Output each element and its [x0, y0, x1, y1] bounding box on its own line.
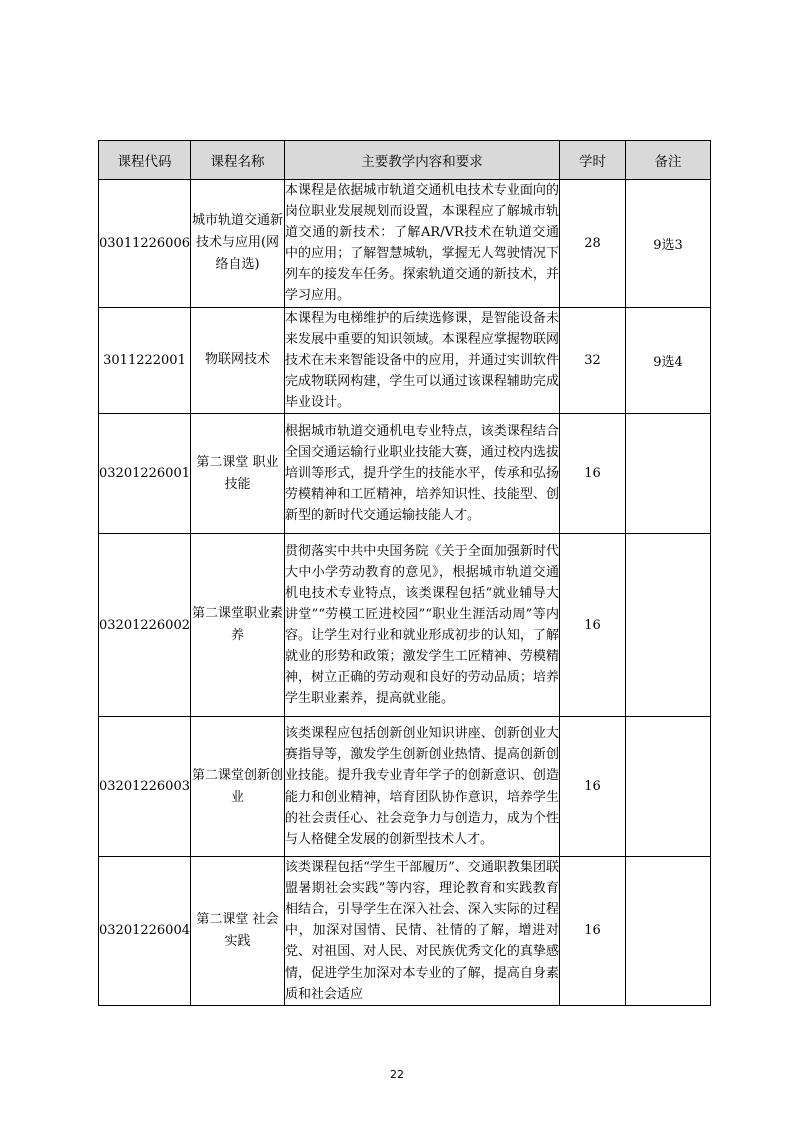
table-row — [99, 534, 711, 717]
course-notes — [626, 414, 711, 534]
header-notes: 备注 — [626, 141, 711, 180]
course-hours: 28 — [560, 180, 626, 308]
course-hours: 32 — [560, 307, 626, 413]
course-notes: 9选4 — [626, 307, 711, 413]
table-row — [99, 414, 711, 534]
table-row — [99, 717, 711, 857]
course-name: 物联网技术 — [191, 307, 285, 413]
course-content: 该类课程包括“学生干部履历”、交通职教集团联盟暑期社会实践”等内容，理论教育和实践教育相结合，引导学生在深入社会、深入实际的过程中，加深对国情、民情、社情的了解，增进对党、对祖国、对人民、对民族优秀文化的真挚感情，促进学生加深对本专业的了解，提高自身素质和社会适应 — [285, 857, 560, 1006]
course-notes — [626, 717, 711, 857]
course-hours: 16 — [560, 857, 626, 1006]
course-content: 根据城市轨道交通机电专业特点，该类课程结合全国交通运输行业职业技能大赛，通过校内选拔培训等形式，提升学生的技能水平，传承和弘扬劳模精神和工匠精神，培养知识性、技能型、创新型的新时代交通运输技能人才。 — [285, 414, 560, 534]
course-content: 本课程为电梯维护的后续选修课，是智能设备未来发展中重要的知识领域。本课程应掌握物联网技术在未来智能设备中的应用，并通过实训软件完成物联网构建，学生可以通过该课程辅助完成毕业设计。 — [285, 307, 560, 413]
table-row — [99, 180, 711, 308]
course-name: 城市轨道交通新技术与应用(网络自选) — [191, 180, 285, 308]
course-hours: 16 — [560, 414, 626, 534]
course-content: 贯彻落实中共中央国务院《关于全面加强新时代大中小学劳动教育的意见》，根据城市轨道交通机电技术专业特点，该类课程包括“就业辅导大讲堂”“劳模工匠进校园”“职业生涯活动周”等内容。让学生对行业和就业形成初步的认知，了解就业的形势和政策；激发学生工匠精神、劳模精神，树立正确的劳动观和良好的劳动品质；培养学生职业素养，提高就业能。 — [285, 534, 560, 717]
table-row — [99, 857, 711, 1006]
course-content: 本课程是依据城市轨道交通机电技术专业面向的岗位职业发展规划而设置，本课程应了解城市轨道交通的新技术：了解AR/VR技术在轨道交通中的应用；了解智慧城轨，掌握无人驾驶情况下列车的接发车任务。探索轨道交通的新技术，并学习应用。 — [285, 180, 560, 308]
course-name: 第二课堂 社会实践 — [191, 857, 285, 1006]
course-code: 03201226004 — [99, 857, 191, 1006]
course-code: 03201226003 — [99, 717, 191, 857]
course-hours: 16 — [560, 717, 626, 857]
course-code: 3011222001 — [99, 307, 191, 413]
header-hours: 学时 — [560, 141, 626, 180]
header-code: 课程代码 — [99, 141, 191, 180]
course-notes: 9选3 — [626, 180, 711, 308]
header-name: 课程名称 — [191, 141, 285, 180]
course-notes — [626, 534, 711, 717]
course-name: 第二课堂 职业技能 — [191, 414, 285, 534]
page-number: 22 — [390, 1068, 404, 1081]
course-name: 第二课堂职业素养 — [191, 534, 285, 717]
course-table — [98, 140, 711, 1006]
table-header-row — [99, 141, 711, 180]
course-notes — [626, 857, 711, 1006]
course-content: 该类课程应包括创新创业知识讲座、创新创业大赛指导等，激发学生创新创业热情、提高创新创业技能。提升我专业青年学子的创新意识、创造能力和创业精神，培育团队协作意识，培养学生的社会责任心、社会竞争力与创造力，成为个性与人格健全发展的创新型技术人才。 — [285, 717, 560, 857]
course-hours: 16 — [560, 534, 626, 717]
course-name: 第二课堂创新创业 — [191, 717, 285, 857]
course-code: 03201226002 — [99, 534, 191, 717]
header-content: 主要教学内容和要求 — [285, 141, 560, 180]
table-row — [99, 307, 711, 413]
course-code: 03011226006 — [99, 180, 191, 308]
course-code: 03201226001 — [99, 414, 191, 534]
